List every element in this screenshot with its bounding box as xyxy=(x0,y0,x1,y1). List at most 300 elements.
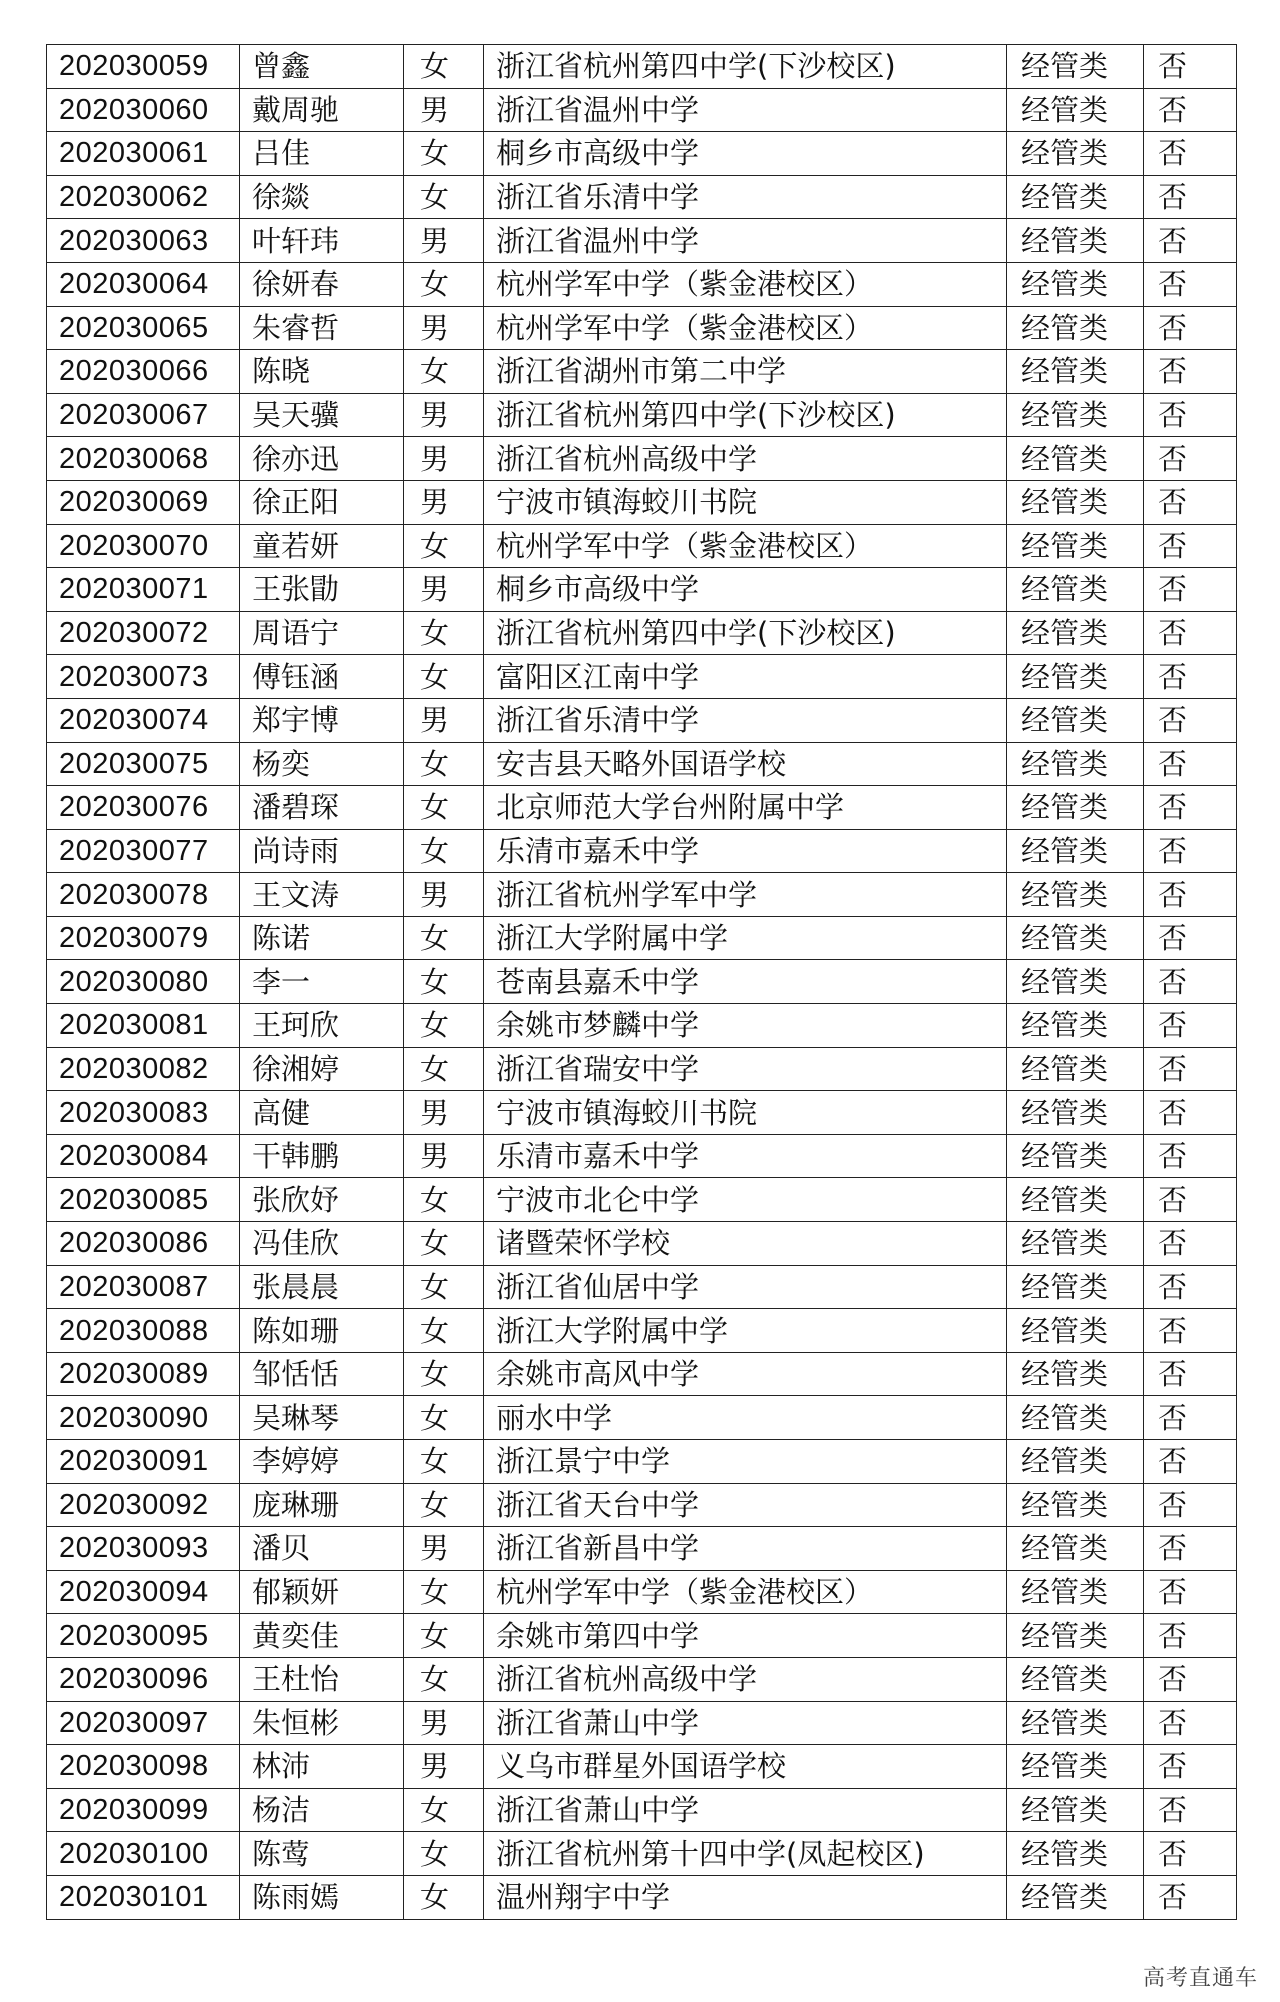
school-cell: 余姚市梦麟中学 xyxy=(484,1004,1007,1048)
student-name-cell: 尚诗雨 xyxy=(240,829,404,873)
flag-cell: 否 xyxy=(1144,1614,1237,1658)
student-name-cell: 陈晓 xyxy=(240,350,404,394)
school-cell: 乐清市嘉禾中学 xyxy=(484,1134,1007,1178)
flag-cell: 否 xyxy=(1144,132,1237,176)
gender-cell: 女 xyxy=(404,742,484,786)
candidate-id-cell: 202030096 xyxy=(47,1657,240,1701)
candidate-id-cell: 202030077 xyxy=(47,829,240,873)
table-row xyxy=(47,1396,1237,1440)
school-cell: 浙江省温州中学 xyxy=(484,219,1007,263)
gender-cell: 男 xyxy=(404,306,484,350)
candidate-id-cell: 202030099 xyxy=(47,1788,240,1832)
student-name-cell: 朱恒彬 xyxy=(240,1701,404,1745)
flag-cell: 否 xyxy=(1144,1483,1237,1527)
category-cell: 经管类 xyxy=(1007,698,1144,742)
gender-cell: 男 xyxy=(404,1701,484,1745)
flag-cell: 否 xyxy=(1144,219,1237,263)
admission-roster-table xyxy=(46,44,1237,1920)
category-cell: 经管类 xyxy=(1007,1745,1144,1789)
table-row xyxy=(47,1483,1237,1527)
category-cell: 经管类 xyxy=(1007,350,1144,394)
category-cell: 经管类 xyxy=(1007,1004,1144,1048)
flag-cell: 否 xyxy=(1144,1788,1237,1832)
category-cell: 经管类 xyxy=(1007,45,1144,89)
category-cell: 经管类 xyxy=(1007,1788,1144,1832)
school-cell: 杭州学军中学（紫金港校区） xyxy=(484,524,1007,568)
student-name-cell: 黄奕佳 xyxy=(240,1614,404,1658)
table-row xyxy=(47,1222,1237,1266)
candidate-id-cell: 202030063 xyxy=(47,219,240,263)
flag-cell: 否 xyxy=(1144,1701,1237,1745)
candidate-id-cell: 202030094 xyxy=(47,1570,240,1614)
flag-cell: 否 xyxy=(1144,1875,1237,1919)
table-row xyxy=(47,1527,1237,1571)
candidate-id-cell: 202030075 xyxy=(47,742,240,786)
student-name-cell: 潘贝 xyxy=(240,1527,404,1571)
table-row xyxy=(47,306,1237,350)
flag-cell: 否 xyxy=(1144,1440,1237,1484)
flag-cell: 否 xyxy=(1144,655,1237,699)
table-row xyxy=(47,786,1237,830)
table-row xyxy=(47,1134,1237,1178)
student-name-cell: 李一 xyxy=(240,960,404,1004)
school-cell: 浙江大学附属中学 xyxy=(484,1309,1007,1353)
category-cell: 经管类 xyxy=(1007,1265,1144,1309)
gender-cell: 男 xyxy=(404,88,484,132)
school-cell: 浙江省萧山中学 xyxy=(484,1788,1007,1832)
school-cell: 杭州学军中学（紫金港校区） xyxy=(484,262,1007,306)
flag-cell: 否 xyxy=(1144,1527,1237,1571)
table-row xyxy=(47,1004,1237,1048)
table-row xyxy=(47,1875,1237,1919)
student-name-cell: 叶轩玮 xyxy=(240,219,404,263)
flag-cell: 否 xyxy=(1144,1091,1237,1135)
candidate-id-cell: 202030068 xyxy=(47,437,240,481)
candidate-id-cell: 202030071 xyxy=(47,568,240,612)
table-row xyxy=(47,829,1237,873)
candidate-id-cell: 202030070 xyxy=(47,524,240,568)
category-cell: 经管类 xyxy=(1007,480,1144,524)
gender-cell: 女 xyxy=(404,1440,484,1484)
flag-cell: 否 xyxy=(1144,1832,1237,1876)
gender-cell: 女 xyxy=(404,1004,484,1048)
gender-cell: 男 xyxy=(404,698,484,742)
student-name-cell: 陈诺 xyxy=(240,916,404,960)
candidate-id-cell: 202030083 xyxy=(47,1091,240,1135)
student-name-cell: 徐正阳 xyxy=(240,480,404,524)
student-name-cell: 傅钰涵 xyxy=(240,655,404,699)
flag-cell: 否 xyxy=(1144,1352,1237,1396)
candidate-id-cell: 202030081 xyxy=(47,1004,240,1048)
category-cell: 经管类 xyxy=(1007,611,1144,655)
table-row xyxy=(47,88,1237,132)
flag-cell: 否 xyxy=(1144,524,1237,568)
gender-cell: 女 xyxy=(404,1788,484,1832)
flag-cell: 否 xyxy=(1144,873,1237,917)
gender-cell: 女 xyxy=(404,1265,484,1309)
school-cell: 杭州学军中学（紫金港校区） xyxy=(484,1570,1007,1614)
table-row xyxy=(47,1614,1237,1658)
flag-cell: 否 xyxy=(1144,1657,1237,1701)
student-name-cell: 张晨晨 xyxy=(240,1265,404,1309)
school-cell: 浙江省杭州第十四中学(凤起校区) xyxy=(484,1832,1007,1876)
category-cell: 经管类 xyxy=(1007,1396,1144,1440)
student-name-cell: 王杜怡 xyxy=(240,1657,404,1701)
gender-cell: 女 xyxy=(404,1309,484,1353)
gender-cell: 女 xyxy=(404,916,484,960)
table-row xyxy=(47,219,1237,263)
candidate-id-cell: 202030061 xyxy=(47,132,240,176)
candidate-id-cell: 202030086 xyxy=(47,1222,240,1266)
category-cell: 经管类 xyxy=(1007,1134,1144,1178)
school-cell: 余姚市第四中学 xyxy=(484,1614,1007,1658)
category-cell: 经管类 xyxy=(1007,742,1144,786)
flag-cell: 否 xyxy=(1144,175,1237,219)
category-cell: 经管类 xyxy=(1007,524,1144,568)
candidate-id-cell: 202030085 xyxy=(47,1178,240,1222)
category-cell: 经管类 xyxy=(1007,1875,1144,1919)
gender-cell: 女 xyxy=(404,132,484,176)
category-cell: 经管类 xyxy=(1007,1309,1144,1353)
school-cell: 浙江省瑞安中学 xyxy=(484,1047,1007,1091)
student-name-cell: 吴琳琴 xyxy=(240,1396,404,1440)
table-row xyxy=(47,960,1237,1004)
table-row xyxy=(47,1265,1237,1309)
school-cell: 安吉县天略外国语学校 xyxy=(484,742,1007,786)
category-cell: 经管类 xyxy=(1007,873,1144,917)
school-cell: 浙江省萧山中学 xyxy=(484,1701,1007,1745)
flag-cell: 否 xyxy=(1144,1004,1237,1048)
flag-cell: 否 xyxy=(1144,1396,1237,1440)
student-name-cell: 王张勖 xyxy=(240,568,404,612)
category-cell: 经管类 xyxy=(1007,655,1144,699)
school-cell: 浙江省新昌中学 xyxy=(484,1527,1007,1571)
table-row xyxy=(47,1832,1237,1876)
school-cell: 浙江省杭州第四中学(下沙校区) xyxy=(484,45,1007,89)
school-cell: 桐乡市高级中学 xyxy=(484,568,1007,612)
category-cell: 经管类 xyxy=(1007,1440,1144,1484)
table-row xyxy=(47,1745,1237,1789)
student-name-cell: 吕佳 xyxy=(240,132,404,176)
school-cell: 浙江省杭州第四中学(下沙校区) xyxy=(484,611,1007,655)
flag-cell: 否 xyxy=(1144,306,1237,350)
gender-cell: 男 xyxy=(404,480,484,524)
candidate-id-cell: 202030065 xyxy=(47,306,240,350)
candidate-id-cell: 202030091 xyxy=(47,1440,240,1484)
gender-cell: 女 xyxy=(404,1875,484,1919)
category-cell: 经管类 xyxy=(1007,262,1144,306)
table-row xyxy=(47,568,1237,612)
category-cell: 经管类 xyxy=(1007,88,1144,132)
school-cell: 诸暨荣怀学校 xyxy=(484,1222,1007,1266)
student-name-cell: 邹恬恬 xyxy=(240,1352,404,1396)
candidate-id-cell: 202030084 xyxy=(47,1134,240,1178)
student-name-cell: 杨奕 xyxy=(240,742,404,786)
flag-cell: 否 xyxy=(1144,1134,1237,1178)
gender-cell: 女 xyxy=(404,1483,484,1527)
gender-cell: 女 xyxy=(404,175,484,219)
gender-cell: 男 xyxy=(404,1527,484,1571)
student-name-cell: 陈雨嫣 xyxy=(240,1875,404,1919)
gender-cell: 女 xyxy=(404,1614,484,1658)
category-cell: 经管类 xyxy=(1007,1657,1144,1701)
school-cell: 北京师范大学台州附属中学 xyxy=(484,786,1007,830)
student-name-cell: 李婷婷 xyxy=(240,1440,404,1484)
flag-cell: 否 xyxy=(1144,916,1237,960)
table-row xyxy=(47,611,1237,655)
flag-cell: 否 xyxy=(1144,786,1237,830)
candidate-id-cell: 202030067 xyxy=(47,393,240,437)
table-row xyxy=(47,393,1237,437)
gender-cell: 女 xyxy=(404,1657,484,1701)
candidate-id-cell: 202030095 xyxy=(47,1614,240,1658)
student-name-cell: 郁颖妍 xyxy=(240,1570,404,1614)
flag-cell: 否 xyxy=(1144,1570,1237,1614)
table-row xyxy=(47,1352,1237,1396)
flag-cell: 否 xyxy=(1144,742,1237,786)
gender-cell: 女 xyxy=(404,1570,484,1614)
category-cell: 经管类 xyxy=(1007,829,1144,873)
school-cell: 浙江省天台中学 xyxy=(484,1483,1007,1527)
candidate-id-cell: 202030076 xyxy=(47,786,240,830)
student-name-cell: 高健 xyxy=(240,1091,404,1135)
category-cell: 经管类 xyxy=(1007,1570,1144,1614)
category-cell: 经管类 xyxy=(1007,219,1144,263)
flag-cell: 否 xyxy=(1144,437,1237,481)
candidate-id-cell: 202030082 xyxy=(47,1047,240,1091)
table-row xyxy=(47,1440,1237,1484)
school-cell: 浙江景宁中学 xyxy=(484,1440,1007,1484)
gender-cell: 男 xyxy=(404,873,484,917)
category-cell: 经管类 xyxy=(1007,306,1144,350)
candidate-id-cell: 202030098 xyxy=(47,1745,240,1789)
candidate-id-cell: 202030062 xyxy=(47,175,240,219)
school-cell: 乐清市嘉禾中学 xyxy=(484,829,1007,873)
school-cell: 浙江省乐清中学 xyxy=(484,175,1007,219)
school-cell: 宁波市北仑中学 xyxy=(484,1178,1007,1222)
flag-cell: 否 xyxy=(1144,1309,1237,1353)
table-row xyxy=(47,655,1237,699)
school-cell: 富阳区江南中学 xyxy=(484,655,1007,699)
student-name-cell: 徐湘婷 xyxy=(240,1047,404,1091)
gender-cell: 女 xyxy=(404,1222,484,1266)
gender-cell: 女 xyxy=(404,611,484,655)
candidate-id-cell: 202030066 xyxy=(47,350,240,394)
category-cell: 经管类 xyxy=(1007,1483,1144,1527)
category-cell: 经管类 xyxy=(1007,1222,1144,1266)
gender-cell: 女 xyxy=(404,786,484,830)
candidate-id-cell: 202030100 xyxy=(47,1832,240,1876)
student-name-cell: 潘碧琛 xyxy=(240,786,404,830)
candidate-id-cell: 202030072 xyxy=(47,611,240,655)
school-cell: 浙江省杭州高级中学 xyxy=(484,437,1007,481)
school-cell: 义乌市群星外国语学校 xyxy=(484,1745,1007,1789)
table-row xyxy=(47,262,1237,306)
student-name-cell: 徐亦迅 xyxy=(240,437,404,481)
candidate-id-cell: 202030097 xyxy=(47,1701,240,1745)
candidate-id-cell: 202030093 xyxy=(47,1527,240,1571)
category-cell: 经管类 xyxy=(1007,393,1144,437)
table-row xyxy=(47,1091,1237,1135)
flag-cell: 否 xyxy=(1144,45,1237,89)
category-cell: 经管类 xyxy=(1007,132,1144,176)
flag-cell: 否 xyxy=(1144,1047,1237,1091)
candidate-id-cell: 202030060 xyxy=(47,88,240,132)
student-name-cell: 庞琳珊 xyxy=(240,1483,404,1527)
candidate-id-cell: 202030101 xyxy=(47,1875,240,1919)
school-cell: 浙江省乐清中学 xyxy=(484,698,1007,742)
gender-cell: 女 xyxy=(404,262,484,306)
category-cell: 经管类 xyxy=(1007,1091,1144,1135)
school-cell: 浙江省杭州高级中学 xyxy=(484,1657,1007,1701)
flag-cell: 否 xyxy=(1144,1178,1237,1222)
school-cell: 浙江省杭州第四中学(下沙校区) xyxy=(484,393,1007,437)
student-name-cell: 朱睿哲 xyxy=(240,306,404,350)
candidate-id-cell: 202030088 xyxy=(47,1309,240,1353)
flag-cell: 否 xyxy=(1144,611,1237,655)
table-row xyxy=(47,1178,1237,1222)
school-cell: 宁波市镇海蛟川书院 xyxy=(484,480,1007,524)
flag-cell: 否 xyxy=(1144,262,1237,306)
flag-cell: 否 xyxy=(1144,480,1237,524)
school-cell: 桐乡市高级中学 xyxy=(484,132,1007,176)
gender-cell: 女 xyxy=(404,655,484,699)
flag-cell: 否 xyxy=(1144,88,1237,132)
school-cell: 浙江省温州中学 xyxy=(484,88,1007,132)
table-row xyxy=(47,742,1237,786)
category-cell: 经管类 xyxy=(1007,568,1144,612)
student-name-cell: 吴天骥 xyxy=(240,393,404,437)
table-row xyxy=(47,1788,1237,1832)
student-name-cell: 陈莺 xyxy=(240,1832,404,1876)
student-name-cell: 徐燚 xyxy=(240,175,404,219)
student-name-cell: 陈如珊 xyxy=(240,1309,404,1353)
school-cell: 余姚市高风中学 xyxy=(484,1352,1007,1396)
school-cell: 宁波市镇海蛟川书院 xyxy=(484,1091,1007,1135)
table-row xyxy=(47,1570,1237,1614)
flag-cell: 否 xyxy=(1144,1745,1237,1789)
candidate-id-cell: 202030074 xyxy=(47,698,240,742)
student-name-cell: 郑宇博 xyxy=(240,698,404,742)
school-cell: 浙江省杭州学军中学 xyxy=(484,873,1007,917)
candidate-id-cell: 202030089 xyxy=(47,1352,240,1396)
flag-cell: 否 xyxy=(1144,829,1237,873)
school-cell: 温州翔宇中学 xyxy=(484,1875,1007,1919)
flag-cell: 否 xyxy=(1144,350,1237,394)
table-row xyxy=(47,1657,1237,1701)
school-cell: 浙江省仙居中学 xyxy=(484,1265,1007,1309)
student-name-cell: 戴周驰 xyxy=(240,88,404,132)
table-row xyxy=(47,873,1237,917)
candidate-id-cell: 202030059 xyxy=(47,45,240,89)
student-name-cell: 曾鑫 xyxy=(240,45,404,89)
gender-cell: 女 xyxy=(404,1352,484,1396)
school-cell: 苍南县嘉禾中学 xyxy=(484,960,1007,1004)
table-row xyxy=(47,916,1237,960)
category-cell: 经管类 xyxy=(1007,1614,1144,1658)
flag-cell: 否 xyxy=(1144,1222,1237,1266)
student-name-cell: 王珂欣 xyxy=(240,1004,404,1048)
table-row xyxy=(47,524,1237,568)
gender-cell: 男 xyxy=(404,437,484,481)
gender-cell: 女 xyxy=(404,960,484,1004)
category-cell: 经管类 xyxy=(1007,916,1144,960)
gender-cell: 女 xyxy=(404,1396,484,1440)
student-name-cell: 冯佳欣 xyxy=(240,1222,404,1266)
gender-cell: 男 xyxy=(404,219,484,263)
gender-cell: 女 xyxy=(404,829,484,873)
school-cell: 浙江大学附属中学 xyxy=(484,916,1007,960)
flag-cell: 否 xyxy=(1144,960,1237,1004)
school-cell: 杭州学军中学（紫金港校区） xyxy=(484,306,1007,350)
candidate-id-cell: 202030079 xyxy=(47,916,240,960)
table-row xyxy=(47,132,1237,176)
watermark-text: 高考直通车 xyxy=(1142,1966,1258,1991)
gender-cell: 男 xyxy=(404,568,484,612)
gender-cell: 男 xyxy=(404,393,484,437)
flag-cell: 否 xyxy=(1144,393,1237,437)
student-name-cell: 周语宁 xyxy=(240,611,404,655)
student-name-cell: 杨洁 xyxy=(240,1788,404,1832)
roster-body xyxy=(47,45,1237,1920)
table-row xyxy=(47,1309,1237,1353)
candidate-id-cell: 202030080 xyxy=(47,960,240,1004)
category-cell: 经管类 xyxy=(1007,1527,1144,1571)
student-name-cell: 童若妍 xyxy=(240,524,404,568)
gender-cell: 女 xyxy=(404,524,484,568)
candidate-id-cell: 202030069 xyxy=(47,480,240,524)
category-cell: 经管类 xyxy=(1007,1178,1144,1222)
candidate-id-cell: 202030087 xyxy=(47,1265,240,1309)
flag-cell: 否 xyxy=(1144,698,1237,742)
candidate-id-cell: 202030092 xyxy=(47,1483,240,1527)
gender-cell: 女 xyxy=(404,350,484,394)
table-row xyxy=(47,437,1237,481)
gender-cell: 女 xyxy=(404,45,484,89)
school-cell: 浙江省湖州市第二中学 xyxy=(484,350,1007,394)
table-row xyxy=(47,480,1237,524)
category-cell: 经管类 xyxy=(1007,175,1144,219)
table-row xyxy=(47,350,1237,394)
candidate-id-cell: 202030078 xyxy=(47,873,240,917)
table-row xyxy=(47,1047,1237,1091)
candidate-id-cell: 202030073 xyxy=(47,655,240,699)
flag-cell: 否 xyxy=(1144,1265,1237,1309)
candidate-id-cell: 202030090 xyxy=(47,1396,240,1440)
gender-cell: 男 xyxy=(404,1134,484,1178)
category-cell: 经管类 xyxy=(1007,1047,1144,1091)
student-name-cell: 干韩鹏 xyxy=(240,1134,404,1178)
candidate-id-cell: 202030064 xyxy=(47,262,240,306)
gender-cell: 男 xyxy=(404,1745,484,1789)
table-row xyxy=(47,175,1237,219)
student-name-cell: 徐妍春 xyxy=(240,262,404,306)
gender-cell: 女 xyxy=(404,1832,484,1876)
gender-cell: 女 xyxy=(404,1047,484,1091)
category-cell: 经管类 xyxy=(1007,1701,1144,1745)
student-name-cell: 林沛 xyxy=(240,1745,404,1789)
category-cell: 经管类 xyxy=(1007,437,1144,481)
gender-cell: 男 xyxy=(404,1091,484,1135)
category-cell: 经管类 xyxy=(1007,1352,1144,1396)
student-name-cell: 张欣妤 xyxy=(240,1178,404,1222)
table-row xyxy=(47,698,1237,742)
category-cell: 经管类 xyxy=(1007,1832,1144,1876)
school-cell: 丽水中学 xyxy=(484,1396,1007,1440)
category-cell: 经管类 xyxy=(1007,960,1144,1004)
gender-cell: 女 xyxy=(404,1178,484,1222)
flag-cell: 否 xyxy=(1144,568,1237,612)
